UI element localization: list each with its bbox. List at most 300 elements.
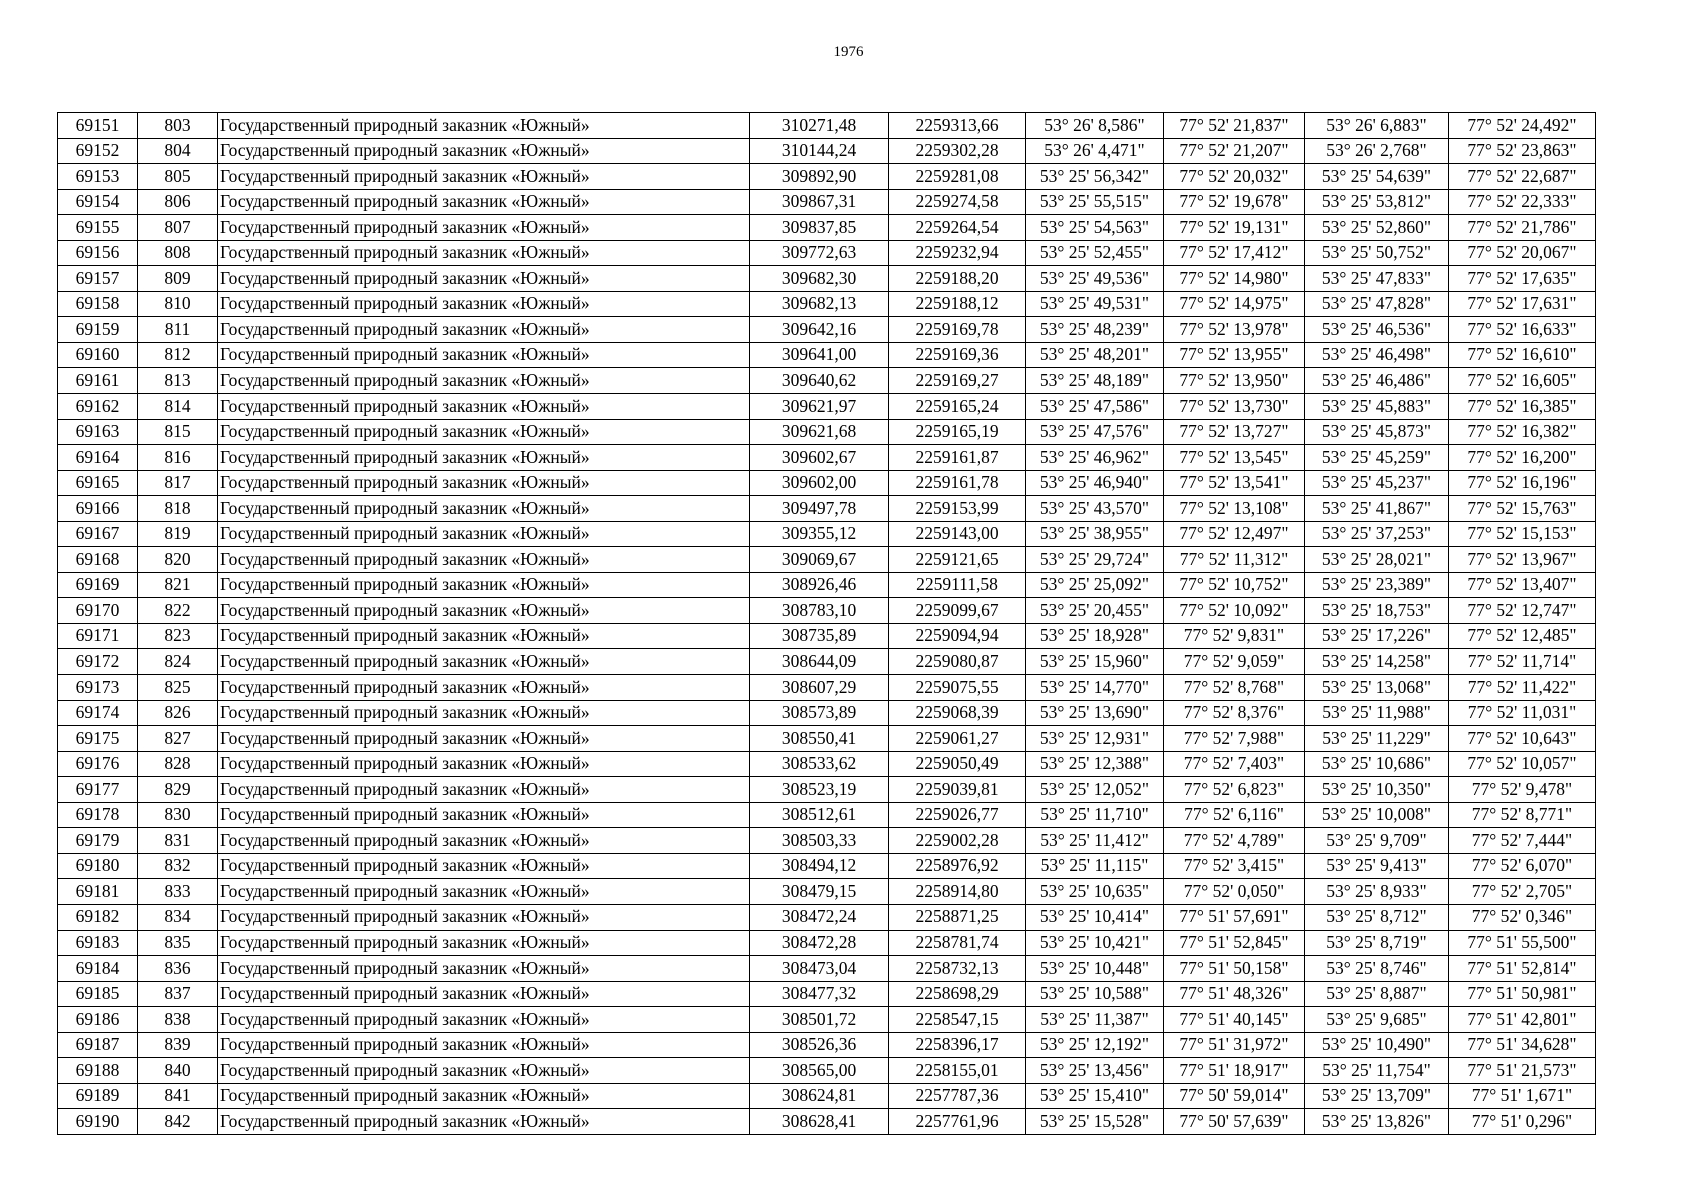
point-number-cell: 810 (138, 291, 218, 317)
coord-x-cell: 308735,89 (750, 623, 889, 649)
longitude-1-cell: 77° 51' 52,845" (1164, 930, 1305, 956)
point-id-cell: 69189 (58, 1083, 138, 1109)
table-row (58, 853, 1596, 879)
zone-name-cell: Государственный природный заказник «Южный» (218, 981, 750, 1007)
table-row (58, 572, 1596, 598)
zone-name-cell: Государственный природный заказник «Южный» (218, 675, 750, 701)
latitude-2-cell: 53° 25' 54,639" (1305, 164, 1449, 190)
zone-name-cell: Государственный природный заказник «Южный» (218, 240, 750, 266)
latitude-2-cell: 53° 25' 13,709" (1305, 1083, 1449, 1109)
latitude-2-cell: 53° 25' 9,413" (1305, 853, 1449, 879)
coord-y-cell: 2258781,74 (889, 930, 1026, 956)
table-row (58, 445, 1596, 471)
latitude-1-cell: 53° 25' 20,455" (1026, 598, 1164, 624)
point-number-cell: 839 (138, 1032, 218, 1058)
longitude-2-cell: 77° 52' 8,771" (1449, 802, 1596, 828)
longitude-1-cell: 77° 52' 10,752" (1164, 572, 1305, 598)
longitude-1-cell: 77° 51' 31,972" (1164, 1032, 1305, 1058)
coord-y-cell: 2259143,00 (889, 521, 1026, 547)
table-row (58, 598, 1596, 624)
coord-y-cell: 2258698,29 (889, 981, 1026, 1007)
table-row (58, 368, 1596, 394)
longitude-1-cell: 77° 52' 12,497" (1164, 521, 1305, 547)
table-row (58, 675, 1596, 701)
table-row (58, 828, 1596, 854)
latitude-1-cell: 53° 25' 11,115" (1026, 853, 1164, 879)
latitude-1-cell: 53° 25' 10,414" (1026, 904, 1164, 930)
point-id-cell: 69163 (58, 419, 138, 445)
point-number-cell: 820 (138, 547, 218, 573)
longitude-1-cell: 77° 52' 0,050" (1164, 879, 1305, 905)
longitude-2-cell: 77° 52' 22,333" (1449, 189, 1596, 215)
longitude-1-cell: 77° 52' 14,975" (1164, 291, 1305, 317)
zone-name-cell: Государственный природный заказник «Южный» (218, 828, 750, 854)
longitude-1-cell: 77° 51' 48,326" (1164, 981, 1305, 1007)
longitude-1-cell: 77° 50' 59,014" (1164, 1083, 1305, 1109)
point-id-cell: 69170 (58, 598, 138, 624)
coord-x-cell: 310271,48 (750, 113, 889, 139)
latitude-1-cell: 53° 25' 48,189" (1026, 368, 1164, 394)
longitude-1-cell: 77° 52' 13,950" (1164, 368, 1305, 394)
point-id-cell: 69186 (58, 1007, 138, 1033)
latitude-2-cell: 53° 25' 28,021" (1305, 547, 1449, 573)
point-id-cell: 69168 (58, 547, 138, 573)
coord-x-cell: 309621,97 (750, 394, 889, 420)
coord-x-cell: 308512,61 (750, 802, 889, 828)
zone-name-cell: Государственный природный заказник «Южный» (218, 189, 750, 215)
longitude-2-cell: 77° 51' 21,573" (1449, 1058, 1596, 1084)
latitude-2-cell: 53° 25' 10,008" (1305, 802, 1449, 828)
zone-name-cell: Государственный природный заказник «Южный» (218, 164, 750, 190)
coord-y-cell: 2258914,80 (889, 879, 1026, 905)
coord-y-cell: 2258396,17 (889, 1032, 1026, 1058)
longitude-2-cell: 77° 52' 0,346" (1449, 904, 1596, 930)
zone-name-cell: Государственный природный заказник «Южный» (218, 726, 750, 752)
latitude-1-cell: 53° 25' 10,588" (1026, 981, 1164, 1007)
latitude-2-cell: 53° 25' 45,259" (1305, 445, 1449, 471)
longitude-1-cell: 77° 51' 50,158" (1164, 956, 1305, 982)
point-id-cell: 69176 (58, 751, 138, 777)
coord-x-cell: 308494,12 (750, 853, 889, 879)
coord-x-cell: 308523,19 (750, 777, 889, 803)
latitude-2-cell: 53° 25' 9,709" (1305, 828, 1449, 854)
longitude-1-cell: 77° 52' 7,403" (1164, 751, 1305, 777)
latitude-2-cell: 53° 25' 10,350" (1305, 777, 1449, 803)
table-row (58, 1083, 1596, 1109)
latitude-2-cell: 53° 25' 46,536" (1305, 317, 1449, 343)
point-number-cell: 811 (138, 317, 218, 343)
zone-name-cell: Государственный природный заказник «Южный» (218, 956, 750, 982)
point-number-cell: 822 (138, 598, 218, 624)
latitude-1-cell: 53° 25' 47,576" (1026, 419, 1164, 445)
longitude-1-cell: 77° 52' 13,730" (1164, 394, 1305, 420)
latitude-2-cell: 53° 25' 47,833" (1305, 266, 1449, 292)
latitude-1-cell: 53° 25' 12,931" (1026, 726, 1164, 752)
coord-y-cell: 2259111,58 (889, 572, 1026, 598)
longitude-2-cell: 77° 52' 16,382" (1449, 419, 1596, 445)
latitude-1-cell: 53° 25' 12,052" (1026, 777, 1164, 803)
point-number-cell: 832 (138, 853, 218, 879)
zone-name-cell: Государственный природный заказник «Южный» (218, 138, 750, 164)
coord-y-cell: 2259169,27 (889, 368, 1026, 394)
longitude-2-cell: 77° 52' 11,031" (1449, 700, 1596, 726)
latitude-2-cell: 53° 26' 2,768" (1305, 138, 1449, 164)
coord-y-cell: 2259061,27 (889, 726, 1026, 752)
longitude-2-cell: 77° 52' 17,635" (1449, 266, 1596, 292)
zone-name-cell: Государственный природный заказник «Южный» (218, 215, 750, 241)
zone-name-cell: Государственный природный заказник «Южный» (218, 445, 750, 471)
coord-y-cell: 2259099,67 (889, 598, 1026, 624)
latitude-2-cell: 53° 25' 13,826" (1305, 1109, 1449, 1135)
coord-y-cell: 2259165,24 (889, 394, 1026, 420)
longitude-1-cell: 77° 52' 8,768" (1164, 675, 1305, 701)
latitude-1-cell: 53° 25' 15,528" (1026, 1109, 1164, 1135)
table-row (58, 240, 1596, 266)
coord-x-cell: 309602,67 (750, 445, 889, 471)
latitude-2-cell: 53° 25' 45,873" (1305, 419, 1449, 445)
coord-x-cell: 309772,63 (750, 240, 889, 266)
table-row (58, 623, 1596, 649)
longitude-2-cell: 77° 52' 11,422" (1449, 675, 1596, 701)
longitude-1-cell: 77° 52' 13,978" (1164, 317, 1305, 343)
point-id-cell: 69180 (58, 853, 138, 879)
coord-x-cell: 309640,62 (750, 368, 889, 394)
point-id-cell: 69172 (58, 649, 138, 675)
latitude-1-cell: 53° 25' 18,928" (1026, 623, 1164, 649)
table-row (58, 470, 1596, 496)
point-id-cell: 69183 (58, 930, 138, 956)
zone-name-cell: Государственный природный заказник «Южный» (218, 930, 750, 956)
longitude-1-cell: 77° 52' 13,541" (1164, 470, 1305, 496)
coord-x-cell: 308926,46 (750, 572, 889, 598)
point-number-cell: 828 (138, 751, 218, 777)
point-number-cell: 823 (138, 623, 218, 649)
latitude-1-cell: 53° 25' 38,955" (1026, 521, 1164, 547)
coord-x-cell: 308573,89 (750, 700, 889, 726)
coord-x-cell: 309641,00 (750, 342, 889, 368)
point-id-cell: 69156 (58, 240, 138, 266)
coord-x-cell: 308473,04 (750, 956, 889, 982)
latitude-2-cell: 53° 25' 8,746" (1305, 956, 1449, 982)
point-id-cell: 69179 (58, 828, 138, 854)
coord-y-cell: 2258871,25 (889, 904, 1026, 930)
zone-name-cell: Государственный природный заказник «Южный» (218, 394, 750, 420)
coord-x-cell: 310144,24 (750, 138, 889, 164)
longitude-2-cell: 77° 52' 7,444" (1449, 828, 1596, 854)
coord-y-cell: 2258155,01 (889, 1058, 1026, 1084)
coord-y-cell: 2258976,92 (889, 853, 1026, 879)
longitude-1-cell: 77° 52' 21,207" (1164, 138, 1305, 164)
coord-y-cell: 2257761,96 (889, 1109, 1026, 1135)
zone-name-cell: Государственный природный заказник «Южный» (218, 751, 750, 777)
point-id-cell: 69177 (58, 777, 138, 803)
point-number-cell: 808 (138, 240, 218, 266)
table-row (58, 496, 1596, 522)
latitude-1-cell: 53° 25' 47,586" (1026, 394, 1164, 420)
coord-y-cell: 2259302,28 (889, 138, 1026, 164)
point-number-cell: 807 (138, 215, 218, 241)
point-number-cell: 816 (138, 445, 218, 471)
latitude-1-cell: 53° 25' 15,410" (1026, 1083, 1164, 1109)
longitude-2-cell: 77° 52' 13,407" (1449, 572, 1596, 598)
point-id-cell: 69190 (58, 1109, 138, 1135)
latitude-1-cell: 53° 25' 11,412" (1026, 828, 1164, 854)
point-number-cell: 826 (138, 700, 218, 726)
latitude-2-cell: 53° 25' 9,685" (1305, 1007, 1449, 1033)
longitude-2-cell: 77° 52' 16,605" (1449, 368, 1596, 394)
coord-x-cell: 309602,00 (750, 470, 889, 496)
coord-x-cell: 309892,90 (750, 164, 889, 190)
table-row (58, 930, 1596, 956)
point-id-cell: 69158 (58, 291, 138, 317)
point-id-cell: 69169 (58, 572, 138, 598)
latitude-2-cell: 53° 25' 17,226" (1305, 623, 1449, 649)
latitude-1-cell: 53° 25' 10,448" (1026, 956, 1164, 982)
zone-name-cell: Государственный природный заказник «Южный» (218, 904, 750, 930)
longitude-2-cell: 77° 52' 13,967" (1449, 547, 1596, 573)
point-number-cell: 805 (138, 164, 218, 190)
latitude-1-cell: 53° 25' 46,940" (1026, 470, 1164, 496)
zone-name-cell: Государственный природный заказник «Южный» (218, 317, 750, 343)
coord-y-cell: 2259121,65 (889, 547, 1026, 573)
longitude-2-cell: 77° 52' 16,633" (1449, 317, 1596, 343)
table-row (58, 700, 1596, 726)
coord-x-cell: 309837,85 (750, 215, 889, 241)
zone-name-cell: Государственный природный заказник «Южный» (218, 777, 750, 803)
coord-x-cell: 308472,28 (750, 930, 889, 956)
latitude-2-cell: 53° 25' 10,490" (1305, 1032, 1449, 1058)
longitude-1-cell: 77° 52' 19,678" (1164, 189, 1305, 215)
point-id-cell: 69184 (58, 956, 138, 982)
longitude-2-cell: 77° 52' 16,196" (1449, 470, 1596, 496)
point-number-cell: 827 (138, 726, 218, 752)
zone-name-cell: Государственный природный заказник «Южный» (218, 496, 750, 522)
coord-x-cell: 308565,00 (750, 1058, 889, 1084)
longitude-1-cell: 77° 52' 9,059" (1164, 649, 1305, 675)
latitude-2-cell: 53° 25' 13,068" (1305, 675, 1449, 701)
point-number-cell: 812 (138, 342, 218, 368)
point-number-cell: 814 (138, 394, 218, 420)
table-row (58, 904, 1596, 930)
latitude-1-cell: 53° 25' 14,770" (1026, 675, 1164, 701)
table-row (58, 419, 1596, 445)
latitude-1-cell: 53° 25' 48,201" (1026, 342, 1164, 368)
coord-y-cell: 2259169,36 (889, 342, 1026, 368)
latitude-2-cell: 53° 25' 8,712" (1305, 904, 1449, 930)
latitude-1-cell: 53° 26' 4,471" (1026, 138, 1164, 164)
table-row (58, 394, 1596, 420)
point-id-cell: 69162 (58, 394, 138, 420)
latitude-2-cell: 53° 25' 10,686" (1305, 751, 1449, 777)
longitude-2-cell: 77° 52' 2,705" (1449, 879, 1596, 905)
longitude-1-cell: 77° 51' 57,691" (1164, 904, 1305, 930)
zone-name-cell: Государственный природный заказник «Южный» (218, 113, 750, 139)
coord-x-cell: 309682,30 (750, 266, 889, 292)
table-row (58, 879, 1596, 905)
latitude-1-cell: 53° 25' 25,092" (1026, 572, 1164, 598)
longitude-2-cell: 77° 51' 55,500" (1449, 930, 1596, 956)
zone-name-cell: Государственный природный заказник «Южный» (218, 879, 750, 905)
latitude-1-cell: 53° 25' 49,531" (1026, 291, 1164, 317)
coord-y-cell: 2258547,15 (889, 1007, 1026, 1033)
coord-y-cell: 2259002,28 (889, 828, 1026, 854)
point-id-cell: 69155 (58, 215, 138, 241)
table-row (58, 547, 1596, 573)
point-number-cell: 809 (138, 266, 218, 292)
longitude-2-cell: 77° 51' 50,981" (1449, 981, 1596, 1007)
point-number-cell: 824 (138, 649, 218, 675)
longitude-2-cell: 77° 52' 17,631" (1449, 291, 1596, 317)
longitude-1-cell: 77° 52' 21,837" (1164, 113, 1305, 139)
coord-x-cell: 308550,41 (750, 726, 889, 752)
point-number-cell: 818 (138, 496, 218, 522)
coord-x-cell: 308783,10 (750, 598, 889, 624)
latitude-1-cell: 53° 26' 8,586" (1026, 113, 1164, 139)
point-number-cell: 830 (138, 802, 218, 828)
coord-y-cell: 2257787,36 (889, 1083, 1026, 1109)
longitude-1-cell: 77° 52' 13,955" (1164, 342, 1305, 368)
zone-name-cell: Государственный природный заказник «Южный» (218, 342, 750, 368)
latitude-2-cell: 53° 25' 47,828" (1305, 291, 1449, 317)
coordinates-table (57, 112, 1596, 1135)
point-number-cell: 840 (138, 1058, 218, 1084)
latitude-1-cell: 53° 25' 13,456" (1026, 1058, 1164, 1084)
table-row (58, 1109, 1596, 1135)
coord-x-cell: 308501,72 (750, 1007, 889, 1033)
latitude-2-cell: 53° 25' 18,753" (1305, 598, 1449, 624)
coord-y-cell: 2259161,78 (889, 470, 1026, 496)
point-number-cell: 806 (138, 189, 218, 215)
coord-x-cell: 308644,09 (750, 649, 889, 675)
coord-x-cell: 309867,31 (750, 189, 889, 215)
latitude-2-cell: 53° 25' 14,258" (1305, 649, 1449, 675)
point-id-cell: 69166 (58, 496, 138, 522)
longitude-2-cell: 77° 51' 42,801" (1449, 1007, 1596, 1033)
latitude-2-cell: 53° 25' 46,498" (1305, 342, 1449, 368)
longitude-1-cell: 77° 52' 4,789" (1164, 828, 1305, 854)
longitude-1-cell: 77° 51' 40,145" (1164, 1007, 1305, 1033)
latitude-2-cell: 53° 25' 46,486" (1305, 368, 1449, 394)
longitude-1-cell: 77° 52' 6,116" (1164, 802, 1305, 828)
zone-name-cell: Государственный природный заказник «Южный» (218, 623, 750, 649)
zone-name-cell: Государственный природный заказник «Южный» (218, 1058, 750, 1084)
point-id-cell: 69178 (58, 802, 138, 828)
point-number-cell: 803 (138, 113, 218, 139)
zone-name-cell: Государственный природный заказник «Южный» (218, 572, 750, 598)
longitude-2-cell: 77° 52' 16,200" (1449, 445, 1596, 471)
longitude-1-cell: 77° 52' 11,312" (1164, 547, 1305, 573)
latitude-2-cell: 53° 25' 8,887" (1305, 981, 1449, 1007)
point-number-cell: 836 (138, 956, 218, 982)
coord-y-cell: 2259274,58 (889, 189, 1026, 215)
table-row (58, 215, 1596, 241)
longitude-1-cell: 77° 52' 8,376" (1164, 700, 1305, 726)
coord-y-cell: 2259281,08 (889, 164, 1026, 190)
point-number-cell: 819 (138, 521, 218, 547)
point-id-cell: 69165 (58, 470, 138, 496)
coord-x-cell: 309621,68 (750, 419, 889, 445)
point-number-cell: 833 (138, 879, 218, 905)
point-number-cell: 834 (138, 904, 218, 930)
table-row (58, 266, 1596, 292)
longitude-2-cell: 77° 52' 15,153" (1449, 521, 1596, 547)
latitude-1-cell: 53° 25' 15,960" (1026, 649, 1164, 675)
coord-x-cell: 308477,32 (750, 981, 889, 1007)
point-id-cell: 69159 (58, 317, 138, 343)
coord-y-cell: 2259094,94 (889, 623, 1026, 649)
coord-x-cell: 308624,81 (750, 1083, 889, 1109)
longitude-1-cell: 77° 52' 19,131" (1164, 215, 1305, 241)
latitude-1-cell: 53° 25' 56,342" (1026, 164, 1164, 190)
latitude-2-cell: 53° 25' 50,752" (1305, 240, 1449, 266)
longitude-2-cell: 77° 52' 10,643" (1449, 726, 1596, 752)
latitude-1-cell: 53° 25' 10,421" (1026, 930, 1164, 956)
point-id-cell: 69171 (58, 623, 138, 649)
zone-name-cell: Государственный природный заказник «Южный» (218, 521, 750, 547)
longitude-2-cell: 77° 52' 10,057" (1449, 751, 1596, 777)
coord-x-cell: 308472,24 (750, 904, 889, 930)
longitude-2-cell: 77° 52' 21,786" (1449, 215, 1596, 241)
point-id-cell: 69153 (58, 164, 138, 190)
coord-y-cell: 2259313,66 (889, 113, 1026, 139)
point-id-cell: 69161 (58, 368, 138, 394)
table-row (58, 291, 1596, 317)
longitude-2-cell: 77° 52' 20,067" (1449, 240, 1596, 266)
coord-x-cell: 309682,13 (750, 291, 889, 317)
latitude-1-cell: 53° 25' 48,239" (1026, 317, 1164, 343)
coord-y-cell: 2259165,19 (889, 419, 1026, 445)
point-number-cell: 831 (138, 828, 218, 854)
latitude-2-cell: 53° 25' 41,867" (1305, 496, 1449, 522)
latitude-2-cell: 53° 25' 23,389" (1305, 572, 1449, 598)
latitude-1-cell: 53° 25' 52,455" (1026, 240, 1164, 266)
table-row (58, 956, 1596, 982)
point-id-cell: 69154 (58, 189, 138, 215)
latitude-2-cell: 53° 25' 37,253" (1305, 521, 1449, 547)
coord-y-cell: 2259188,20 (889, 266, 1026, 292)
latitude-2-cell: 53° 25' 45,237" (1305, 470, 1449, 496)
latitude-1-cell: 53° 25' 49,536" (1026, 266, 1164, 292)
point-number-cell: 821 (138, 572, 218, 598)
point-id-cell: 69187 (58, 1032, 138, 1058)
table-row (58, 802, 1596, 828)
table-row (58, 1032, 1596, 1058)
longitude-2-cell: 77° 52' 23,863" (1449, 138, 1596, 164)
zone-name-cell: Государственный природный заказник «Южный» (218, 291, 750, 317)
longitude-2-cell: 77° 52' 6,070" (1449, 853, 1596, 879)
longitude-1-cell: 77° 52' 13,108" (1164, 496, 1305, 522)
latitude-2-cell: 53° 25' 11,988" (1305, 700, 1449, 726)
coordinates-table-body (58, 113, 1596, 1135)
table-row (58, 1007, 1596, 1033)
zone-name-cell: Государственный природный заказник «Южный» (218, 1032, 750, 1058)
longitude-1-cell: 77° 52' 13,727" (1164, 419, 1305, 445)
longitude-1-cell: 77° 52' 7,988" (1164, 726, 1305, 752)
longitude-2-cell: 77° 52' 22,687" (1449, 164, 1596, 190)
latitude-2-cell: 53° 25' 8,933" (1305, 879, 1449, 905)
point-id-cell: 69152 (58, 138, 138, 164)
table-row (58, 113, 1596, 139)
longitude-1-cell: 77° 52' 3,415" (1164, 853, 1305, 879)
point-number-cell: 842 (138, 1109, 218, 1135)
coord-x-cell: 308628,41 (750, 1109, 889, 1135)
longitude-2-cell: 77° 51' 1,671" (1449, 1083, 1596, 1109)
point-id-cell: 69188 (58, 1058, 138, 1084)
latitude-1-cell: 53° 25' 13,690" (1026, 700, 1164, 726)
zone-name-cell: Государственный природный заказник «Южный» (218, 547, 750, 573)
coord-y-cell: 2259050,49 (889, 751, 1026, 777)
point-number-cell: 835 (138, 930, 218, 956)
